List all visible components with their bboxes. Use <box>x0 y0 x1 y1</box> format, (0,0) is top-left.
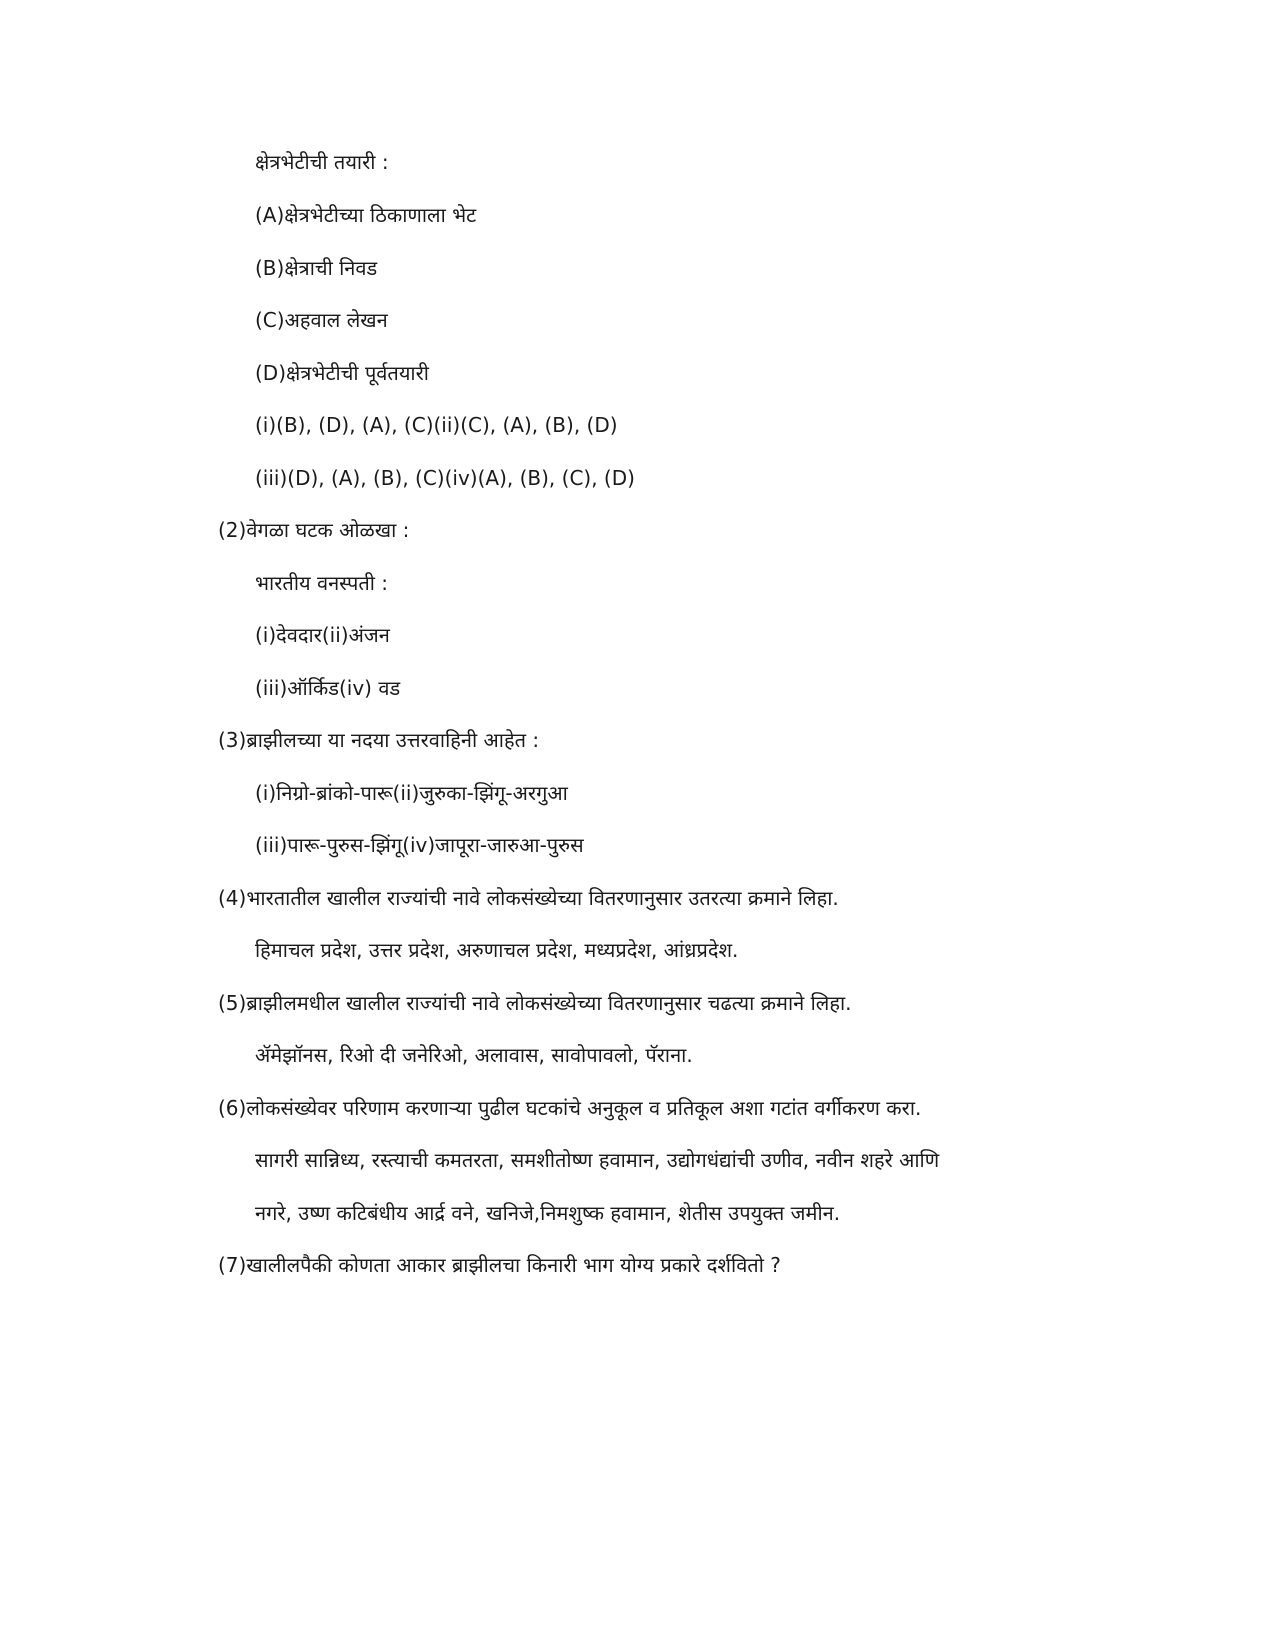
question-6-items-line-1: सागरी सान्निध्य, रस्त्याची कमतरता, समशीतोष्ण हवामान, उद्योगधंद्यांची उणीव, नवीन शहरे आणि <box>255 1148 940 1172</box>
option-c: (C)अहवाल लेखन <box>255 308 388 332</box>
question-6-items-line-2: नगरे, उष्ण कटिबंधीय आर्द्र वने, खनिजे,निमशुष्क हवामान, शेतीस उपयुक्त जमीन. <box>255 1201 841 1225</box>
question-3-options-1-2: (i)निग्रो-ब्रांको-पारू(ii)जुरुका-झिंगू-अरगुआ <box>255 781 568 805</box>
answer-choices-3-4: (iii)(D), (A), (B), (C)(iv)(A), (B), (C), (D) <box>255 466 635 490</box>
answer-choices-1-2: (i)(B), (D), (A), (C)(ii)(C), (A), (B), (D) <box>255 413 618 437</box>
section-heading-field-visit-prep: क्षेत्रभेटीची तयारी : <box>255 150 389 174</box>
question-2-options-3-4: (iii)ऑर्किड(iv) वड <box>255 676 401 700</box>
question-7: (7)खालीलपैकी कोणता आकार ब्राझीलचा किनारी भाग योग्य प्रकारे दर्शवितो ? <box>218 1253 781 1277</box>
question-2-subheading: भारतीय वनस्पती : <box>255 571 388 595</box>
option-b: (B)क्षेत्राची निवड <box>255 256 378 280</box>
option-a: (A)क्षेत्रभेटीच्या ठिकाणाला भेट <box>255 203 477 227</box>
question-2: (2)वेगळा घटक ओळखा : <box>218 518 410 542</box>
question-5: (5)ब्राझीलमधील खालील राज्यांची नावे लोकसंख्येच्या वितरणानुसार चढत्या क्रमाने लिहा. <box>218 991 852 1015</box>
question-4: (4)भारतातील खालील राज्यांची नावे लोकसंख्येच्या वितरणानुसार उतरत्या क्रमाने लिहा. <box>218 886 839 910</box>
question-3: (3)ब्राझीलच्या या नदया उत्तरवाहिनी आहेत : <box>218 728 540 752</box>
question-6: (6)लोकसंख्येवर परिणाम करणाऱ्या पुढील घटकांचे अनुकूल व प्रतिकूल अशा गटांत वर्गीकरण करा. <box>218 1096 922 1120</box>
question-4-items: हिमाचल प्रदेश, उत्तर प्रदेश, अरुणाचल प्रदेश, मध्यप्रदेश, आंध्रप्रदेश. <box>255 938 739 962</box>
option-d: (D)क्षेत्रभेटीची पूर्वतयारी <box>255 361 429 385</box>
question-3-options-3-4: (iii)पारू-पुरुस-झिंगू(iv)जापूरा-जारुआ-पुरुस <box>255 833 584 857</box>
question-2-options-1-2: (i)देवदार(ii)अंजन <box>255 623 390 647</box>
question-5-items: ॲमेझॉनस, रिओ दी जनेरिओ, अलावास, सावोपावलो, पॅराना. <box>255 1043 693 1067</box>
